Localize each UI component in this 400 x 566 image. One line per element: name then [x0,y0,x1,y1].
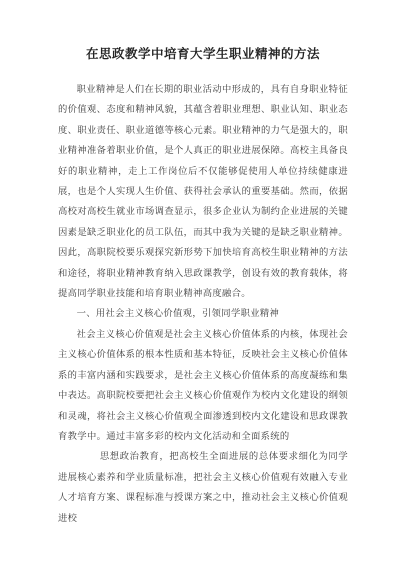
section-paragraph-2: 思想政治教育，把高校生全面进展的总体要求细化为同学进展核心素养和学业质量标准，把社会主义核心价值观有效融入专业人才培育方案、课程标准与授课方案之中，推动社会主义核心价值观进校 [58,451,348,524]
section-paragraph-1: 社会主义核心价值观是社会主义核心价值体系的内核，体现社会主义核心价值体系的根本性质和基本特征，反映社会主义核心价值体系的丰富内涵和实践要求，是社会主义核心价值体系的高度凝练和集中表达。高职院校要把社会主义核心价值观作为校内文化建设的纲领和灵魂，将社会主义核心价值观全面渗透到校内文化建设和思政课教育教学中。通过丰富多彩的校内文化活动和全面系统的 [58,328,348,442]
document-title: 在思政教学中培育大学生职业精神的方法 [85,46,320,61]
intro-paragraph: 职业精神是人们在长期的职业活动中形成的，具有自身职业特征的价值观、态度和精神风貌，其蕴含着职业理想、职业认知、职业态度、职业责任、职业道德等核心元素。职业精神的力气是强大的，职业精神准备着职业价值，是个人真正的职业进展保障。高校主具备良好的职业精神，走上工作岗位后不仅能够促使用人单位持续健康进展，也是个人实现人生价值、获得社会承认的重要基础。然而，依据高校对高校生就业市场调查显示，很多企业认为制约企业进展的关键因素是缺乏职业化的员工队伍，而其中我为关键的是缺乏职业精神。因此，高职院校要乐观探究新形势下加快培育高校生职业精神的方法和途径，将职业精神教育纳入思政课教学，创设有效的教育载体，将提高同学职业技能和培育职业精神高度融合。 [58,84,348,300]
section-heading: 一、用社会主义核心价值观，引领同学职业精神 [76,308,280,320]
